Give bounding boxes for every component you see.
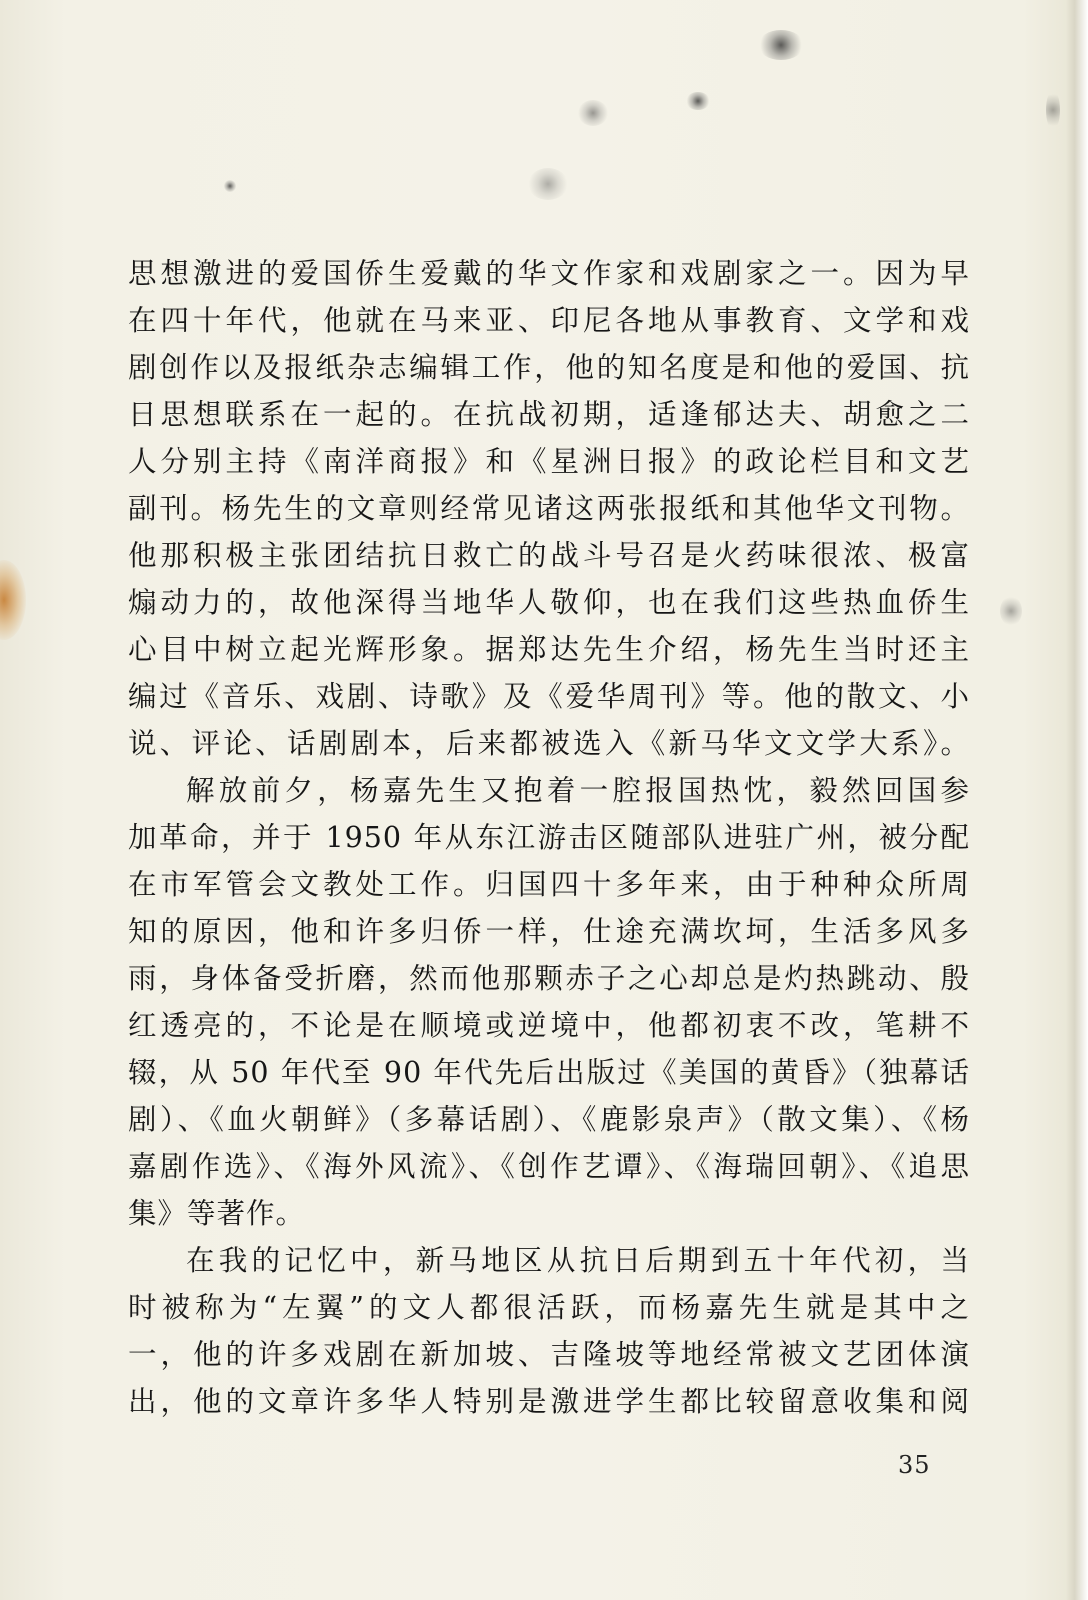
ink-spot [1000,596,1022,626]
text-line: 说、评论、话剧剧本，后来都被选入《新马华文文学大系》。 [128,727,970,760]
text-line: 在市军管会文教处工作。归国四十多年来，由于种种众所周 [128,868,970,901]
text-line: 出，他的文章许多华人特别是激进学生都比较留意收集和阅 [128,1385,970,1418]
text-line: 他那积极主张团结抗日救亡的战斗号召是火药味很浓、极富 [128,539,970,572]
text-line: 辍，从 50 年代至 90 年代先后出版过《美国的黄昏》（独幕话 [128,1056,970,1089]
ink-spot [578,100,608,126]
text-line: 心目中树立起光辉形象。据郑达先生介绍，杨先生当时还主 [128,633,970,666]
text-line: 副刊。杨先生的文章则经常见诸这两张报纸和其他华文刊物。 [128,492,970,525]
text-line: 剧创作以及报纸杂志编辑工作，他的知名度是和他的爱国、抗 [128,351,970,384]
ink-spot [686,92,710,110]
page-number: 35 [898,1451,931,1479]
stain-mark [0,560,26,640]
ink-spot [1046,90,1060,130]
text-line: 编过《音乐、戏剧、诗歌》及《爱华周刊》等。他的散文、小 [128,680,970,713]
text-line: 日思想联系在一起的。在抗战初期，适逢郁达夫、胡愈之二 [128,398,970,431]
text-line: 雨，身体备受折磨，然而他那颗赤子之心却总是灼热跳动、殷 [128,962,970,995]
text-line: 嘉剧作选》、《海外风流》、《创作艺谭》、《海瑞回朝》、《追思 [128,1150,970,1183]
text-line: 一，他的许多戏剧在新加坡、吉隆坡等地经常被文艺团体演 [128,1338,970,1371]
ink-spot [528,168,568,200]
body-text [128,250,970,1425]
paragraph [128,1237,970,1425]
text-line: 人分别主持《南洋商报》和《星洲日报》的政论栏目和文艺 [128,445,970,478]
text-line: 解放前夕，杨嘉先生又抱着一腔报国热忱，毅然回国参 [186,774,970,807]
paragraph [128,250,970,767]
paragraph [128,767,970,1237]
text-line: 在四十年代，他就在马来亚、印尼各地从事教育、文学和戏 [128,304,970,337]
page-edge [1066,0,1088,1600]
text-line: 思想激进的爱国侨生爱戴的华文作家和戏剧家之一。因为早 [128,257,970,290]
text-line: 时被称为“左翼”的文人都很活跃，而杨嘉先生就是其中之 [128,1291,970,1324]
text-line: 在我的记忆中，新马地区从抗日后期到五十年代初，当 [186,1244,970,1277]
text-line: 知的原因，他和许多归侨一样，仕途充满坎坷，生活多风多 [128,915,970,948]
ink-spot [224,180,236,192]
text-line: 加革命，并于 1950 年从东江游击区随部队进驻广州，被分配 [128,821,970,854]
text-line: 煽动力的，故他深得当地华人敬仰，也在我们这些热血侨生 [128,586,970,619]
ink-spot [758,30,804,60]
text-line: 剧）、《血火朝鲜》（多幕话剧）、《鹿影泉声》（散文集）、《杨 [128,1103,970,1136]
text-line: 集》等著作。 [128,1197,306,1230]
text-line: 红透亮的，不论是在顺境或逆境中，他都初衷不改，笔耕不 [128,1009,970,1042]
